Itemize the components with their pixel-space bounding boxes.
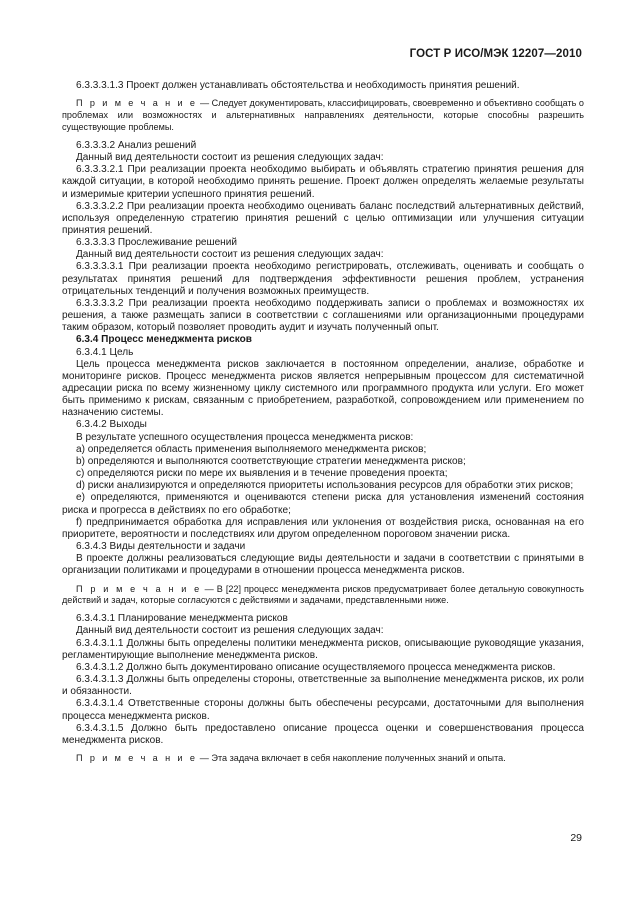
body-paragraph: c) определяются риски по мере их выявления и в течение проведения проекта;: [76, 468, 448, 480]
body-paragraph: 6.3.4.3.1.2 Должно быть документировано описание осуществляемого процесса менеджмента рисков.: [76, 661, 556, 673]
body-paragraph: 6.3.4.1 Цель: [76, 346, 134, 358]
body-paragraph: b) определяются и выполняются соответствующие стратегии менеджмента рисков;: [76, 455, 466, 467]
body-paragraph: Данный вид деятельности состоит из решения следующих задач:: [76, 249, 384, 261]
body-paragraph: e) определяются, применяются и оцениваются степени риска для установления изменений состояния риска и прогресса в действиях по его обработке;: [62, 492, 584, 516]
body-paragraph: 6.3.4.3.1.1 Должны быть определены политики менеджмента рисков, описывающие руководящие указания, регламентирующие выполнение менеджмента рисков.: [62, 637, 584, 661]
body-paragraph: 6.3.4.3.1.5 Должно быть предоставлено описание процесса оценки и совершенствования процесса менеджмента рисков.: [62, 722, 584, 746]
note-paragraph: [62, 753, 584, 765]
body-paragraph: 6.3.3.3.2.1 При реализации проекта необходимо выбирать и объявлять стратегию принятия решения для каждой ситуации, в которой необходимо принять решение. Проект должен определять желаемые результаты и измеримые критерии успешного принятия решений.: [62, 164, 584, 200]
body-paragraph: Данный вид деятельности состоит из решения следующих задач:: [76, 625, 384, 637]
body-paragraph: 6.3.3.3.3 Прослеживание решений: [76, 237, 237, 249]
body-paragraph: 6.3.3.3.3.2 При реализации проекта необходимо поддерживать записи о проблемах и возможностях их решения, а также размещать записи в соответствии с соглашениями или организационными процедурами таким образом, который позволяет проводить аудит и изучать полученный опыт.: [62, 297, 584, 334]
body-paragraph: 6.3.4.2 Выходы: [76, 419, 147, 431]
body-paragraph: 6.3.4.3.1 Планирование менеджмента рисков: [76, 613, 288, 625]
body-paragraph: В проекте должны реализоваться следующие виды деятельности и задачи в соответствии с принятыми в организации политиками и процедурами в отношении процесса менеджмента рисков.: [62, 553, 584, 577]
body-paragraph: a) определяется область применения выполняемого менеджмента рисков;: [76, 443, 427, 455]
note-label: П р и м е ч а н и е: [76, 753, 198, 764]
standard-header: ГОСТ Р ИСО/МЭК 12207—2010: [409, 48, 582, 60]
body-paragraph: Данный вид деятельности состоит из решения следующих задач:: [76, 152, 384, 164]
document-body: [62, 80, 584, 771]
body-paragraph: 6.3.4.3.1.3 Должны быть определены стороны, ответственные за выполнение менеджмента рисков, их роли и обязанности.: [62, 674, 584, 698]
body-paragraph: 6.3.3.3.2 Анализ решений: [76, 139, 197, 151]
body-paragraph: 6.3.4.3.1.4 Ответственные стороны должны быть обеспечены ресурсами, достаточными для выполнения процесса менеджмента рисков.: [62, 698, 584, 722]
note-text: — Следует документировать, классифицировать, своевременно и объективно сообщать о проблемах или возможностях и альтернативных направлениях деятельности, которые способны разрешить существующие проблемы.: [62, 98, 584, 132]
note-text: — Эта задача включает в себя накопление полученных знаний и опыта.: [197, 753, 506, 764]
page-number: 29: [570, 832, 582, 844]
note-paragraph: [62, 584, 584, 608]
body-paragraph: f) предпринимается обработка для исправления или уклонения от воздействия риска, основанная на его приоритете, вероятности и последствиях или другом определенном пороговом значении риска.: [62, 516, 584, 540]
note-label: П р и м е ч а н и е: [76, 98, 198, 109]
section-heading: 6.3.4 Процесс менеджмента рисков: [76, 334, 252, 346]
body-paragraph: 6.3.3.3.3.1 При реализации проекта необходимо регистрировать, отслеживать, оценивать и сообщать о результатах принятия решений для подтверждения эффективности решения проблем, устранения отрицательных тенденций и получения возможных преимуществ.: [62, 261, 584, 297]
body-paragraph: Цель процесса менеджмента рисков заключается в постоянном определении, анализе, обработке и мониторинге рисков. Процесс менеджмента рисков является непрерывным процессом для систематичной адресации риска по всему жизненному циклу системного или программного продукта или услуги. Его может быть применимо к рискам, связанным с приобретением, разработкой, сопровождением или применением по назначению системы.: [62, 358, 584, 419]
note-paragraph: [62, 98, 584, 134]
note-text: — В [22] процесс менеджмента рисков предусматривает более детальную совокупность действий и задач, которые согласуются с действиями и задачами, представленными ниже.: [62, 583, 584, 606]
body-paragraph: 6.3.4.3 Виды деятельности и задачи: [76, 541, 246, 553]
body-paragraph: 6.3.3.3.2.2 При реализации проекта необходимо оценивать баланс последствий альтернативных действий, используя определенную стратегию принятия решений с целью оптимизации или улучшения ситуации принятия решений.: [62, 200, 584, 236]
body-paragraph: В результате успешного осуществления процесса менеджмента рисков:: [76, 431, 414, 443]
body-paragraph: 6.3.3.3.1.3 Проект должен устанавливать обстоятельства и необходимость принятия решений.: [76, 80, 520, 91]
note-label: П р и м е ч а н и е: [76, 583, 202, 594]
body-paragraph: d) риски анализируются и определяются приоритеты использования ресурсов для обработки этих рисков;: [76, 480, 574, 492]
